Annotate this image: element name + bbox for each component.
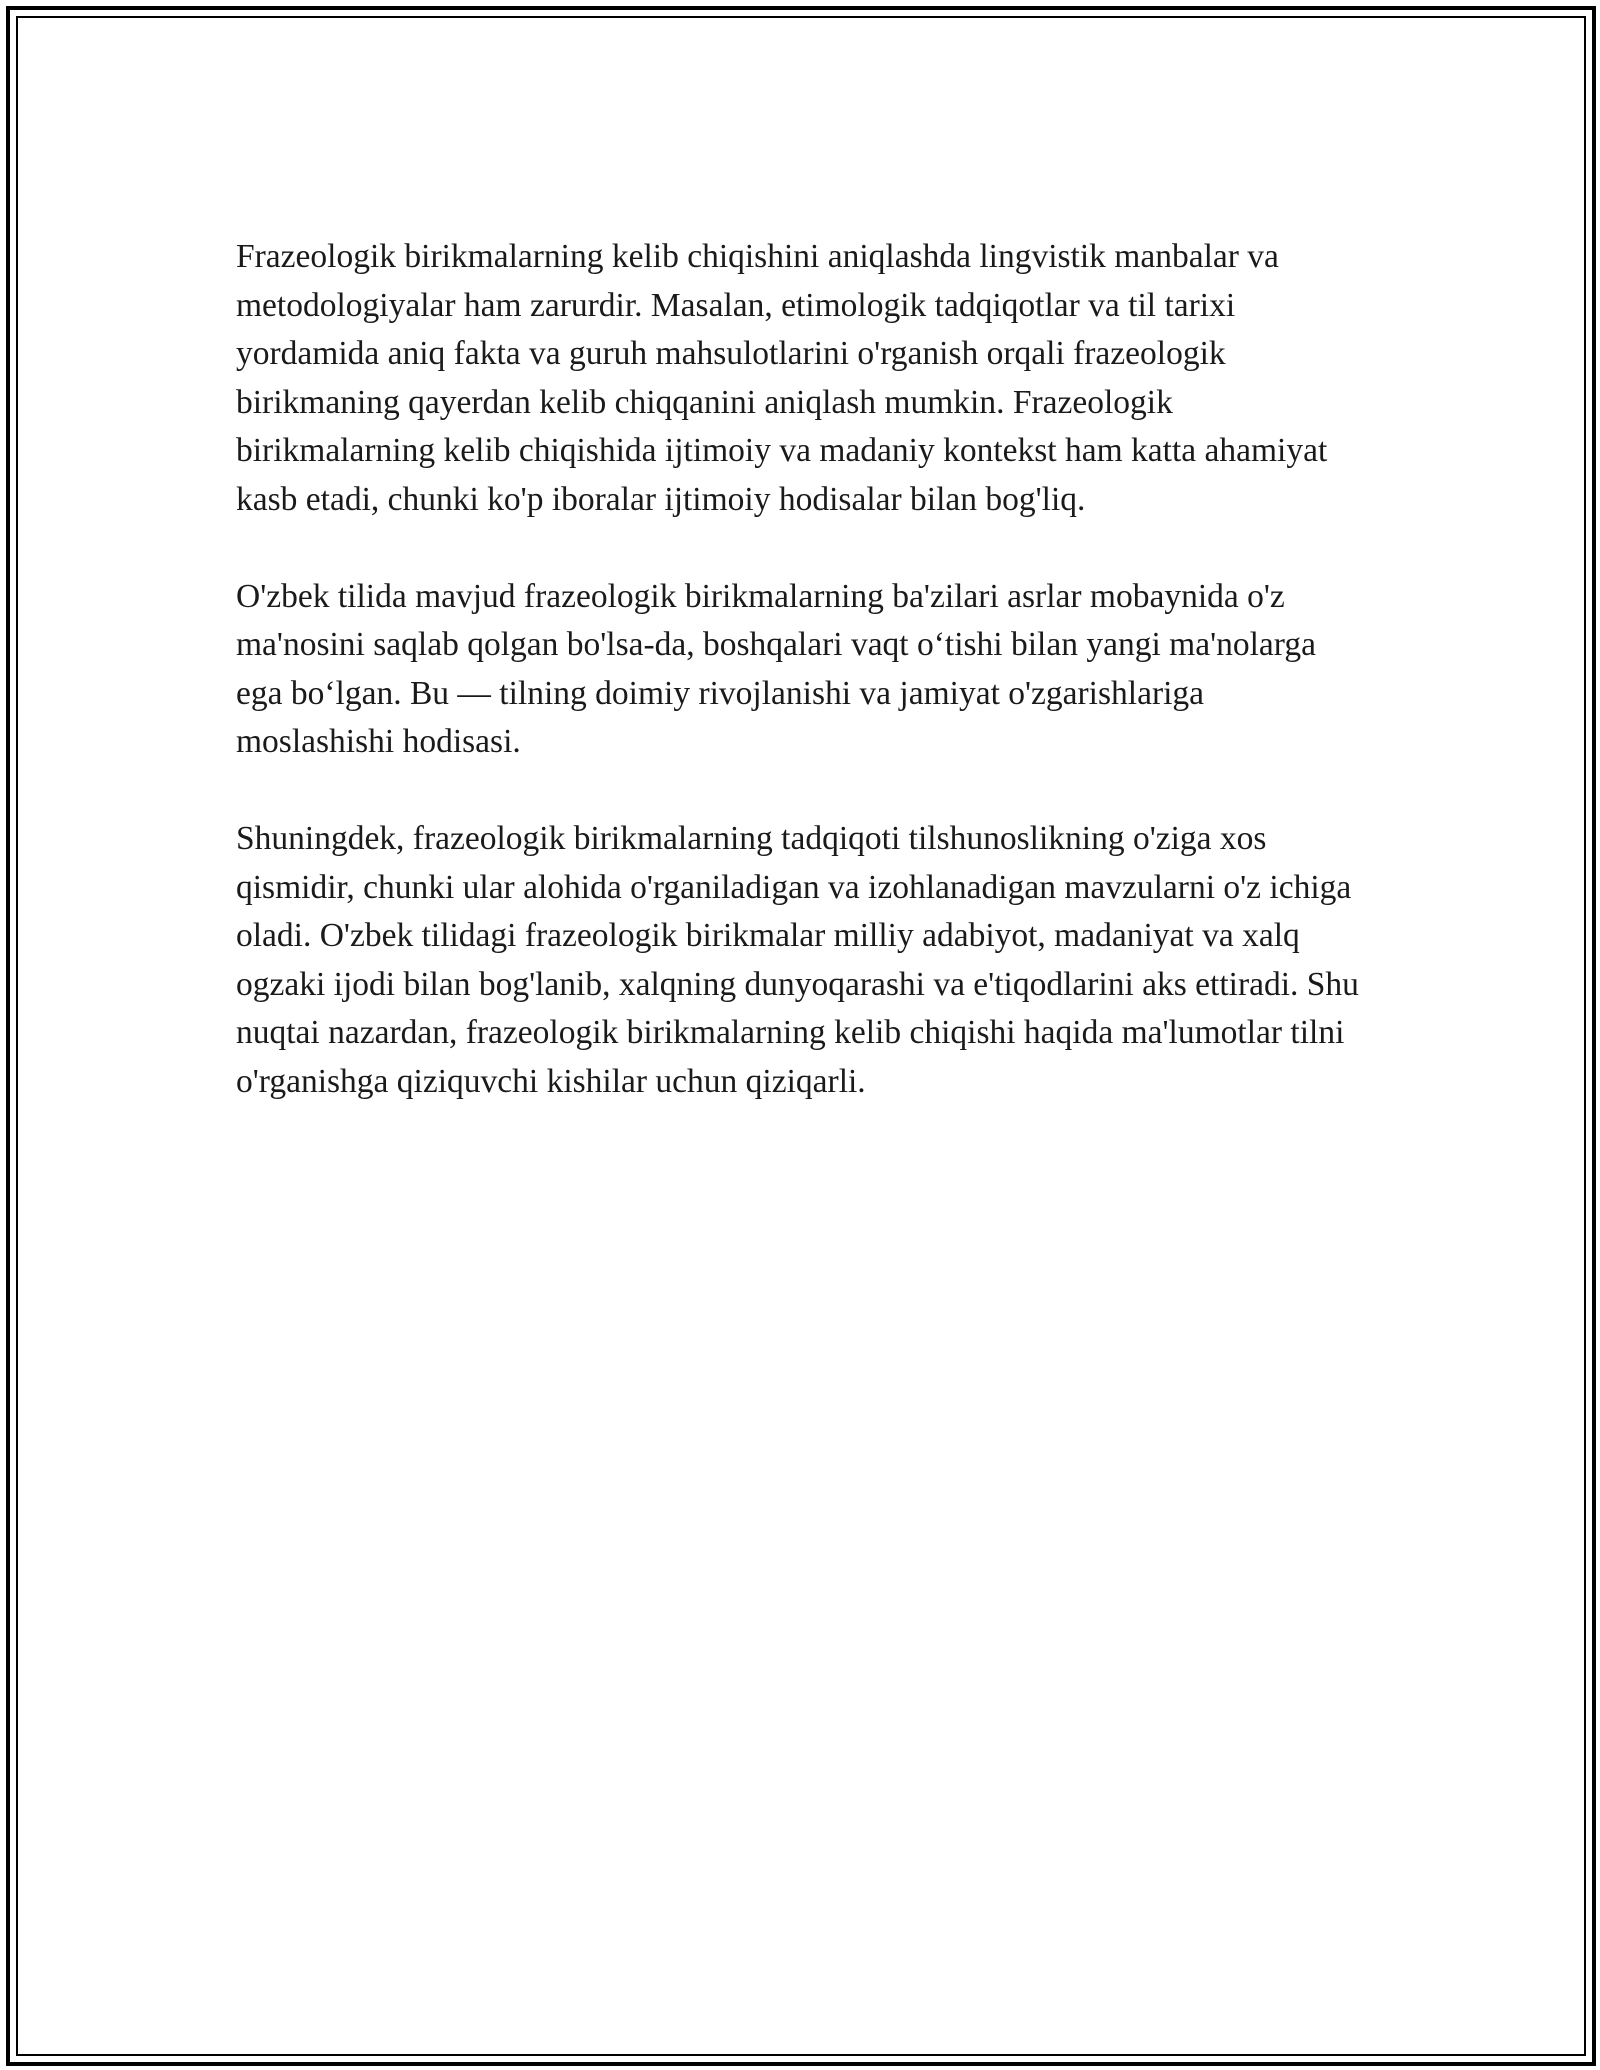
paragraph-3: Shuningdek, frazeologik birikmalarning tadqiqoti tilshunoslikning o'ziga xos qismidir, chunki ular alohida o'rganiladigan va izohlanadigan mavzularni o'z ichiga oladi. O'zbek tilidagi frazeologik birikmalar milliy adabiyot, madaniyat va xalq ogzaki ijodi bilan bog'lanib, xalqning dunyoqarashi va e'tiqodlarini aks ettiradi. Shu nuqtai nazardan, frazeologik birikmalarning kelib chiqishi haqida ma'lumotlar tilni o'rganishga qiziquvchi kishilar uchun qiziqarli. <box>236 820 1359 1100</box>
paragraph-2: O'zbek tilida mavjud frazeologik birikmalarning ba'zilari asrlar mobaynida o'z ma'nosini saqlab qolgan bo'lsa-da, boshqalari vaqt o‘tishi bilan yangi ma'nolarga ega bo‘lgan. Bu — tilning doimiy rivojlanishi va jamiyat o'zgarishlariga moslashishi hodisasi. <box>236 577 1316 760</box>
paragraph-1: Frazeologik birikmalarning kelib chiqishini aniqlashda lingvistik manbalar va metodologiyalar ham zarurdir. Masalan, etimologik tadqiqotlar va til tarixi yordamida aniq fakta va guruh mahsulotlarini o'rganish orqali frazeologik birikmaning qayerdan kelib chiqqanini aniqlash mumkin. Frazeologik birikmalarning kelib chiqishida ijtimoiy va madaniy kontekst ham katta ahamiyat kasb etadi, chunki ko'p iboralar ijtimoiy hodisalar bilan bog'liq. <box>236 238 1328 518</box>
document-body <box>236 233 1366 1106</box>
